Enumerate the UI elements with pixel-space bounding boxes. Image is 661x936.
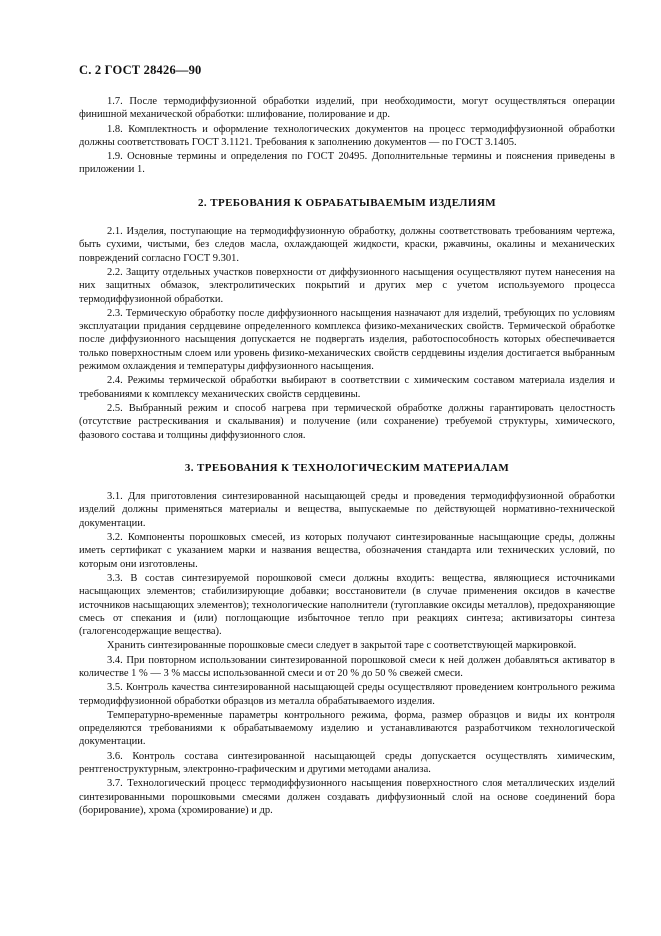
paragraph-3-2: 3.2. Компоненты порошковых смесей, из которых получают синтезированные насыщающие среды, должны иметь сертификат с указанием марки и названия вещества, обозначения стандарта или технических условий, по которым они изготовлены.	[79, 532, 615, 570]
section-3-title: 3. ТРЕБОВАНИЯ К ТЕХНОЛОГИЧЕСКИМ МАТЕРИАЛАМ	[184, 461, 510, 474]
paragraph-1-7: 1.7. После термодиффузионной обработки изделий, при необходимости, могут осуществляться операции финишной механической обработки: шлифование, полирование и др.	[79, 96, 615, 121]
paragraph-3-4: 3.4. При повторном использовании синтезированной порошковой смеси к ней должен добавляться активатор в количестве 1 % — 3 % массы использованной смеси и от 20 % до 50 % свежей смеси.	[79, 654, 615, 679]
paragraph-2-1: 2.1. Изделия, поступающие на термодиффузионную обработку, должны соответствовать требованиям чертежа, быть сухими, чистыми, без следов масла, охлаждающей жидкости, краски, ржавчины, окалины и механических повреждений согласно ГОСТ 9.301.	[79, 226, 615, 264]
paragraph-3-3: 3.3. В состав синтезируемой порошковой смеси должны входить: вещества, являющиеся источниками насыщающих элементов; стабилизирующие добавки; восстановители (в случае применения оксидов в качестве источников насыщающих элементов); технологические наполнители (тугоплавкие оксиды металлов), предохраняющие смесь от спекания и (или) поглощающие избыточное тепло при реакциях синтеза; активизаторы синтеза (галогенсодержащие вещества).	[79, 572, 615, 638]
paragraph-1-9: 1.9. Основные термины и определения по ГОСТ 20495. Дополнительные термины и пояснения приведены в приложении 1.	[79, 151, 615, 176]
paragraph-3-7: 3.7. Технологический процесс термодиффузионного насыщения поверхностного слоя металлических изделий синтезированными порошковыми смесями должен создавать диффузионный слой на основе соединений бора (борирование), хрома (хромирование) и др.	[79, 778, 615, 816]
paragraph-3-5: 3.5. Контроль качества синтезированной насыщающей среды осуществляют проведением контрольного режима термодиффузионной обработки образцов из металла обрабатываемого изделия.	[79, 682, 615, 707]
paragraph-2-4: 2.4. Режимы термической обработки выбирают в соответствии с химическим составом материала изделия и требованиями к комплексу механических свойств сердцевины.	[79, 375, 615, 400]
paragraph-2-2: 2.2. Защиту отдельных участков поверхности от диффузионного насыщения осуществляют путем нанесения на них защитных обмазок, электролитических покрытий и других мер с учетом используемого процесса термодиффузионной обработки.	[79, 266, 615, 305]
paragraph-3-3-storage: Хранить синтезированные порошковые смеси следует в закрытой таре с соответствующей маркировкой.	[107, 640, 577, 652]
paragraph-3-6: 3.6. Контроль состава синтезированной насыщающей среды допускается осуществлять химическим, рентгеноструктурным, электронно-графическим и другими методами анализа.	[79, 750, 615, 776]
paragraph-2-5: 2.5. Выбранный режим и способ нагрева при термической обработке должны гарантировать целостность (отсутствие растрескивания и скалывания) и получение (или сохранение) требуемой структуры, химического, фазового состава и толщины диффузионного слоя.	[79, 402, 615, 441]
paragraph-2-3: 2.3. Термическую обработку после диффузионного насыщения назначают для изделий, требующих по условиям эксплуатации придания сердцевине определенного комплекса физико-механических свойств. Термической обработке после диффузионного насыщения допускается не подвергать изделия, работоспособность которых обеспечивается только поверхностным слоем или уровень физико-механических свойств сердцевины изделия достигается выбранным режимом охлаждения и температуры диффузионного насыщения.	[79, 307, 615, 373]
section-2-title: 2. ТРЕБОВАНИЯ К ОБРАБАТЫВАЕМЫМ ИЗДЕЛИЯМ	[198, 196, 496, 209]
paragraph-3-1: 3.1. Для приготовления синтезированной насыщающей среды и проведения термодиффузионной обработки изделий должны применяться материалы и вещества, выпускаемые по действующей нормативно-технической документации.	[79, 491, 615, 529]
paragraph-1-8: 1.8. Комплектность и оформление технологических документов на процесс термодиффузионной обработки должны соответствовать ГОСТ 3.1121. Требования к заполнению документов — по ГОСТ 3.1405.	[79, 123, 615, 148]
page-header: С. 2 ГОСТ 28426—90	[79, 63, 202, 77]
paragraph-3-5-params: Температурно-временные параметры контрольного режима, форма, размер образцов и виды их контроля определяются требованиями к обрабатываемому изделию и устанавливаются разработчиком технологической документации.	[79, 709, 615, 748]
document-body	[79, 95, 615, 818]
